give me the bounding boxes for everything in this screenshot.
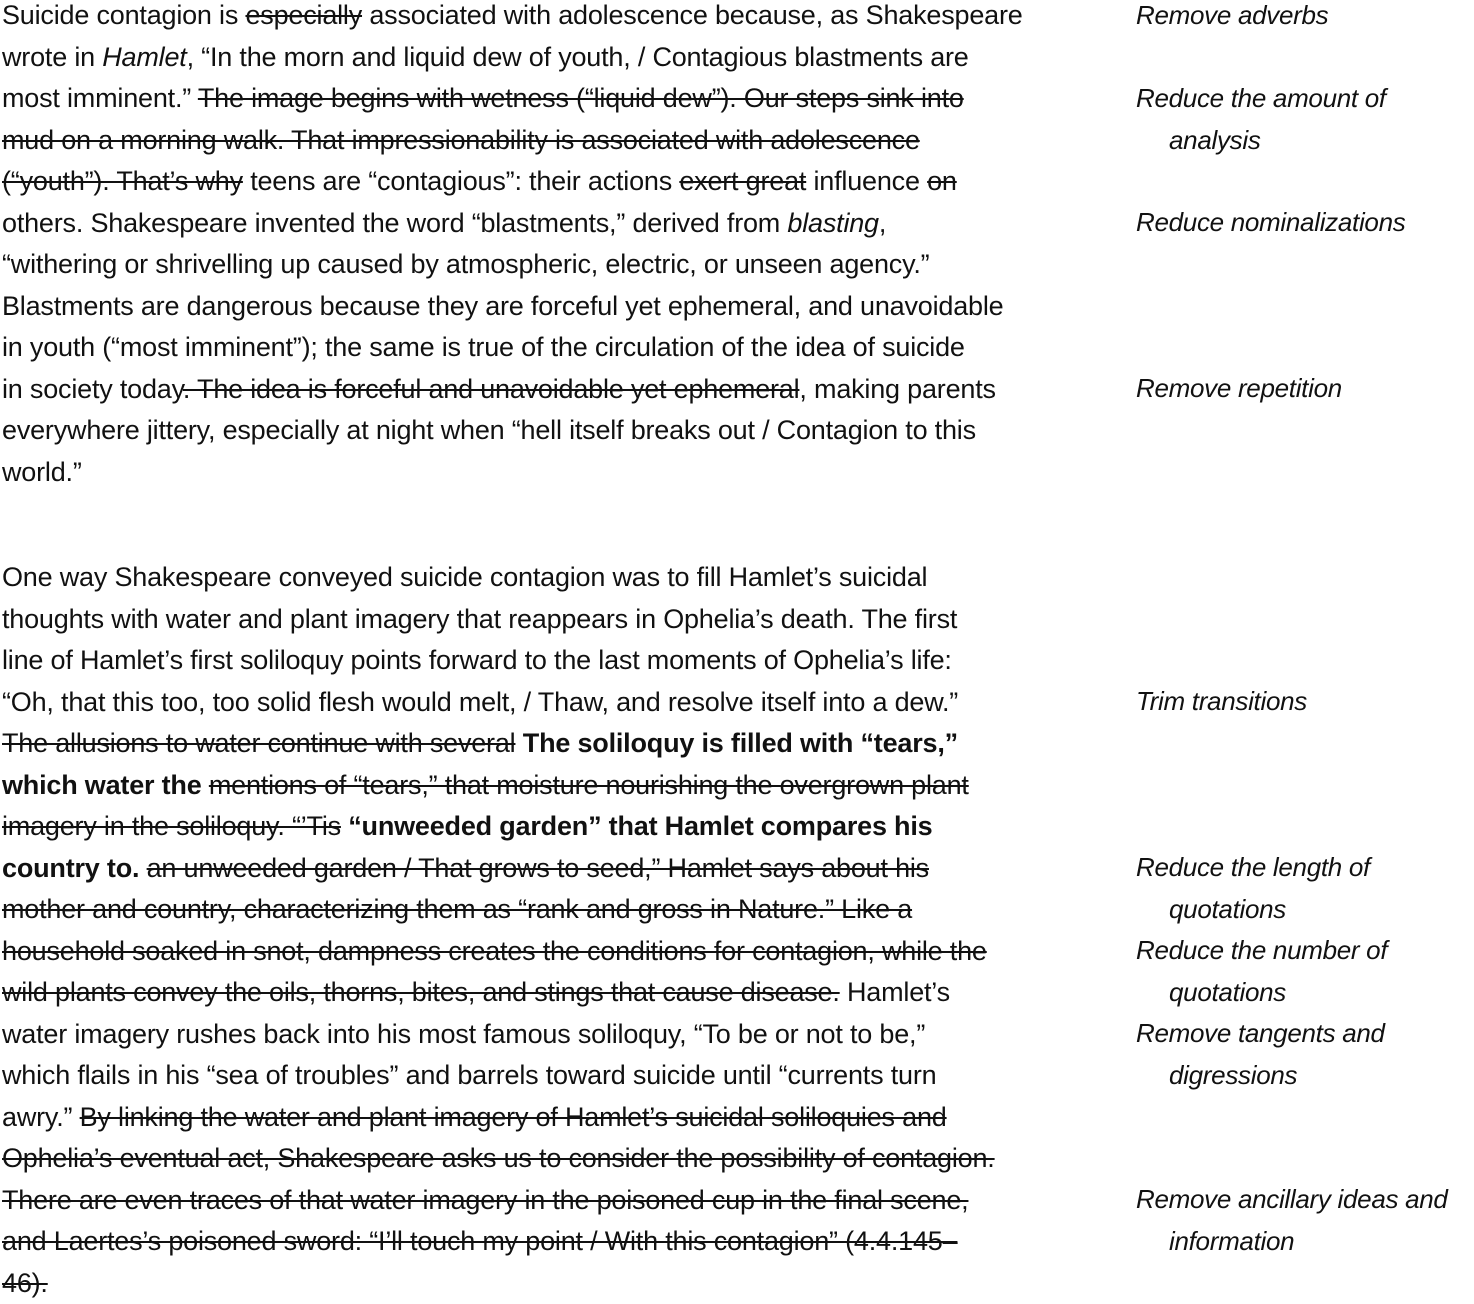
deleted-text: wild plants convey the oils, thorns, bites, and stings that cause disease.: [2, 977, 840, 1007]
paragraph-1: [2, 0, 1088, 493]
margin-annotation: [1136, 1179, 1472, 1262]
text-segment: “withering or shrivelling up caused by atmospheric, electric, or unseen agency.”: [2, 249, 930, 279]
inserted-bold-text: country to.: [2, 852, 140, 883]
text-line: [2, 848, 1088, 890]
text-segment: teens are “contagious”: their actions: [242, 166, 680, 196]
annotation-text: Reduce the number of: [1136, 935, 1388, 965]
deleted-text: household soaked in snot, dampness creates the conditions for contagion, while the: [2, 935, 987, 966]
text-line: [2, 286, 1088, 328]
text-line: [2, 972, 1088, 1014]
text-line: [2, 452, 1088, 494]
deleted-text: an unweeded garden / That grows to seed,” Hamlet says about his: [146, 852, 929, 883]
text-line: [2, 1263, 1088, 1304]
text-segment: [139, 853, 146, 883]
text-line: [2, 931, 1088, 973]
text-line: [2, 806, 1088, 848]
text-line: [2, 120, 1088, 162]
text-line: [2, 599, 1088, 641]
text-segment: associated with adolescence because, as Shakespeare: [362, 0, 1023, 30]
deleted-text: and Laertes’s poisoned sword: “I’ll touch my point / With this contagion” (4.4.145–: [2, 1226, 958, 1256]
margin-annotation: [1136, 847, 1472, 930]
text-line: [2, 557, 1088, 599]
text-segment: Suicide contagion is: [2, 0, 246, 30]
deleted-text: mother and country, characterizing them as “rank and gross in Nature.” Like a: [2, 894, 913, 924]
text-line: [2, 1055, 1088, 1097]
text-segment: One way Shakespeare conveyed suicide contagion was to fill Hamlet’s suicidal: [2, 562, 928, 592]
text-line: [2, 410, 1088, 452]
deleted-text: imagery in the soliloquy. “’Tis: [2, 811, 341, 841]
annotation-text: Reduce the amount of: [1136, 83, 1386, 113]
text-segment: others. Shakespeare invented the word “blastments,” derived from: [2, 207, 788, 238]
margin-annotation: [1136, 1013, 1472, 1096]
deleted-text: Ophelia’s eventual act, Shakespeare asks us to consider the possibility of contagion.: [2, 1143, 995, 1173]
text-line: [2, 203, 1088, 245]
annotation-text: Reduce nominalizations: [1136, 207, 1406, 237]
text-segment: , “In the morn and liquid dew of youth, / Contagious blastments are: [186, 41, 969, 72]
text-line: [2, 640, 1088, 682]
text-segment: line of Hamlet’s first soliloquy points forward to the last moments of Ophelia’s life:: [2, 645, 952, 675]
text-segment: , making parents: [799, 373, 996, 404]
text-segment: water imagery rushes back into his most famous soliloquy, “To be or not to be,”: [2, 1018, 926, 1049]
text-line: [2, 78, 1088, 120]
text-segment: ,: [878, 207, 887, 238]
text-segment: which flails in his “sea of troubles” and barrels toward suicide until “currents turn: [2, 1060, 937, 1090]
margin-annotation: [1136, 78, 1472, 161]
margin-annotation: [1136, 202, 1472, 244]
deleted-text: The image begins with wetness (“liquid dew”). Our steps sink into: [197, 83, 964, 113]
text-line: [2, 682, 1088, 724]
deleted-text: By linking the water and plant imagery of Hamlet’s suicidal soliloquies and: [79, 1101, 947, 1132]
annotation-text: Trim transitions: [1136, 686, 1307, 716]
text-line: [2, 1097, 1088, 1139]
deleted-text: exert great: [679, 166, 807, 196]
deleted-text: 46).: [2, 1267, 48, 1298]
text-segment: most imminent.”: [2, 83, 198, 113]
text-line: [2, 37, 1088, 79]
italic-text: Hamlet: [102, 41, 187, 72]
text-line: [2, 327, 1088, 369]
paragraph-2: [2, 557, 1088, 1304]
margin-annotation: [1136, 0, 1472, 37]
text-line: [2, 1221, 1088, 1263]
annotation-text: digressions: [1169, 1059, 1298, 1090]
annotation-text: information: [1169, 1225, 1295, 1256]
deleted-text: especially: [245, 0, 363, 30]
text-line: [2, 1180, 1088, 1222]
text-line: [2, 161, 1088, 203]
deleted-text: on: [927, 166, 957, 196]
text-line: [2, 889, 1088, 931]
annotation-text: Remove ancillary ideas and: [1136, 1184, 1448, 1214]
text-segment: awry.”: [2, 1101, 80, 1132]
annotation-text: Remove tangents and: [1136, 1018, 1385, 1048]
annotation-text: quotations: [1169, 976, 1286, 1007]
annotation-text: quotations: [1169, 893, 1286, 924]
italic-text: blasting: [787, 207, 879, 238]
text-segment: in youth (“most imminent”); the same is true of the circulation of the idea of suicide: [2, 332, 965, 362]
text-line: [2, 765, 1088, 807]
deleted-text: (“youth”). That’s why: [2, 166, 243, 196]
text-segment: Blastments are dangerous because they are forceful yet ephemeral, and unavoidable: [2, 290, 1004, 321]
text-line: [2, 0, 1088, 37]
deleted-text: mentions of “tears,” that moisture nourishing the overgrown plant: [208, 769, 969, 800]
text-segment: world.”: [2, 456, 82, 487]
text-line: [2, 723, 1088, 765]
margin-annotation: [1136, 681, 1472, 723]
text-segment: wrote in: [2, 41, 103, 72]
text-segment: thoughts with water and plant imagery that reappears in Ophelia’s death. The first: [2, 603, 958, 634]
deleted-text: The allusions to water continue with several: [2, 728, 516, 758]
inserted-bold-text: The soliloquy is filled with “tears,”: [515, 728, 958, 758]
text-segment: “Oh, that this too, too solid flesh would melt, / Thaw, and resolve itself into a dew.”: [2, 686, 959, 717]
deleted-text: mud on a morning walk. That impressionability is associated with adolescence: [2, 124, 920, 155]
inserted-bold-text: which water the: [2, 769, 209, 800]
text-segment: influence: [806, 166, 928, 196]
text-line: [2, 1138, 1088, 1180]
annotation-text: Remove repetition: [1136, 373, 1342, 403]
margin-annotation: [1136, 930, 1472, 1013]
deleted-text: There are even traces of that water imagery in the poisoned cup in the final scene,: [2, 1184, 969, 1215]
annotation-text: analysis: [1169, 124, 1261, 155]
text-line: [2, 1014, 1088, 1056]
text-segment: Hamlet’s: [839, 977, 950, 1007]
text-line: [2, 244, 1088, 286]
text-segment: in society today: [2, 373, 183, 404]
annotation-text: Remove adverbs: [1136, 0, 1329, 30]
annotation-text: Reduce the length of: [1136, 852, 1370, 882]
text-line: [2, 369, 1088, 411]
margin-annotation: [1136, 368, 1472, 410]
text-segment: everywhere jittery, especially at night when “hell itself breaks out / Contagion to this: [2, 415, 976, 445]
inserted-bold-text: “unweeded garden” that Hamlet compares his: [340, 811, 933, 841]
deleted-text: . The idea is forceful and unavoidable yet ephemeral: [182, 373, 800, 404]
